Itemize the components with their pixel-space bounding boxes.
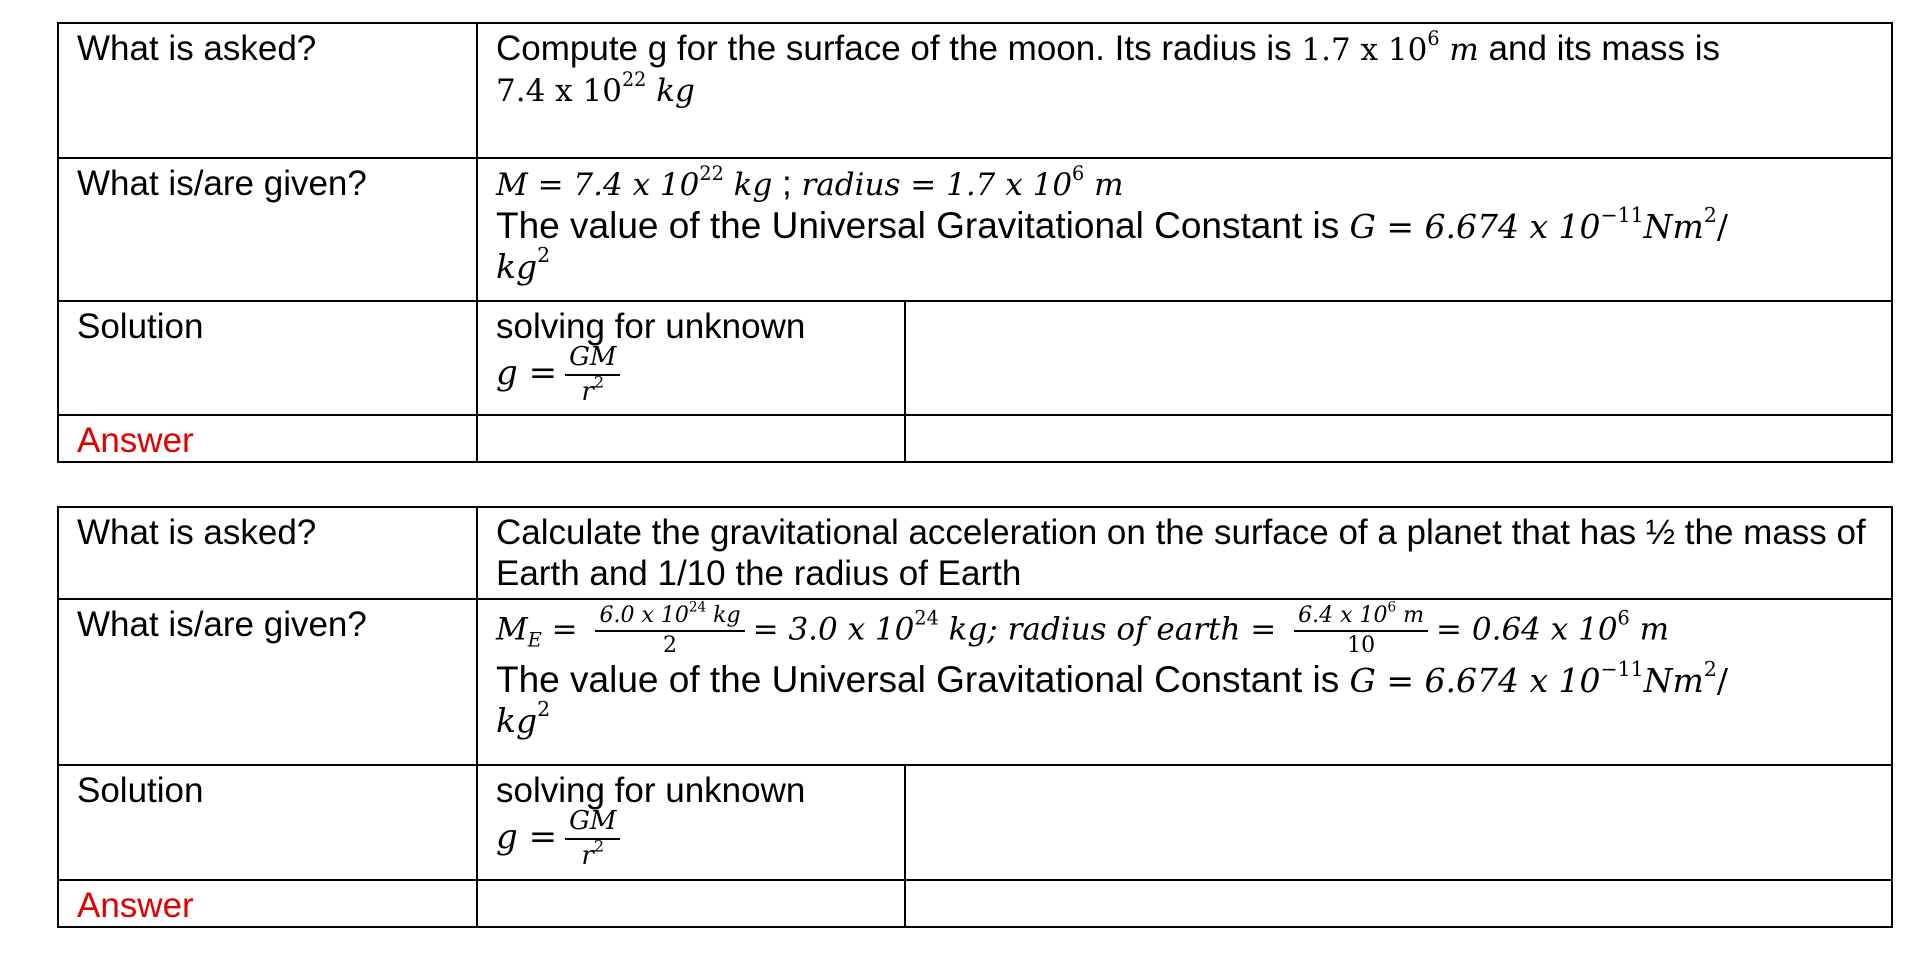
solution-text: solving for unknown [496, 771, 806, 810]
solution-work-cell[interactable] [905, 765, 1892, 880]
asked-text: Compute g for the surface of the moon. Its radius is [496, 29, 1302, 68]
answer-extra-cell[interactable] [905, 415, 1892, 462]
given-constant: The value of the Universal Gravitational Constant is G = 6.674 x $10^{-11}Nm^2/$ [496, 657, 1728, 701]
problem-table-moon [57, 22, 1893, 463]
problem-table-planet [57, 506, 1893, 928]
asked-text: Calculate the gravitational acceleration on the surface of a planet that has ½ the mass of Earth and 1/10 the radius of Earth [496, 513, 1866, 594]
row-asked [58, 23, 1892, 158]
row-given [58, 158, 1892, 301]
answer-extra-cell[interactable] [905, 880, 1892, 927]
row-answer [58, 880, 1892, 927]
solution-text: solving for unknown [496, 307, 806, 346]
label-answer: Answer [58, 880, 477, 927]
label-what-is-given: What is/are given? [58, 158, 477, 301]
row-solution [58, 301, 1892, 415]
answer-cell[interactable] [477, 415, 905, 462]
asked-cell: Compute g for the surface of the moon. Its radius is 1.7 x $10^6$ m and its mass is 7.4 x $10^{22}$ kg [477, 23, 1892, 158]
label-what-is-asked: What is asked? [58, 23, 477, 158]
answer-cell[interactable] [477, 880, 905, 927]
label-solution: Solution [58, 765, 477, 880]
label-answer: Answer [58, 415, 477, 462]
asked-radius: 1.7 x $10^6$ m [1301, 27, 1479, 68]
solution-work-cell[interactable] [905, 301, 1892, 415]
asked-cell [477, 507, 1892, 599]
asked-mass: 7.4 x $10^{22}$ kg [496, 68, 695, 110]
given-constant: The value of the Universal Gravitational Constant is G = 6.674 x $10^{-11}Nm^2/$ [496, 203, 1728, 247]
given-constant-kg: $kg^2$ [496, 697, 551, 741]
solution-cell [477, 301, 905, 415]
row-asked [58, 507, 1892, 599]
formula: g = $\frac{GM}{r^2}$ [496, 353, 628, 393]
given-cell [477, 158, 1892, 301]
given-mass-radius: M = 7.4 x $10^{22}$ kg ; radius = 1.7 x $10^6$ m [496, 162, 1124, 203]
solution-cell [477, 765, 905, 880]
label-what-is-given: What is/are given? [58, 599, 477, 765]
label-what-is-asked: What is asked? [58, 507, 477, 599]
given-cell [477, 599, 1892, 765]
row-solution [58, 765, 1892, 880]
given-mass-radius: $M_E$ = $\frac{6.0 x 10^{24} kg}{2}$ = 3.0 x $10^{24}$ kg; radius of earth = $\frac{6.4 x 10^6 m}{10}$ = 0.64 x $10^6$ m [496, 599, 1670, 659]
formula: g = $\frac{GM}{r^2}$ [496, 817, 628, 857]
row-given [58, 599, 1892, 765]
row-answer [58, 415, 1892, 462]
label-solution: Solution [58, 301, 477, 415]
given-constant-kg: $kg^2$ [496, 243, 551, 286]
